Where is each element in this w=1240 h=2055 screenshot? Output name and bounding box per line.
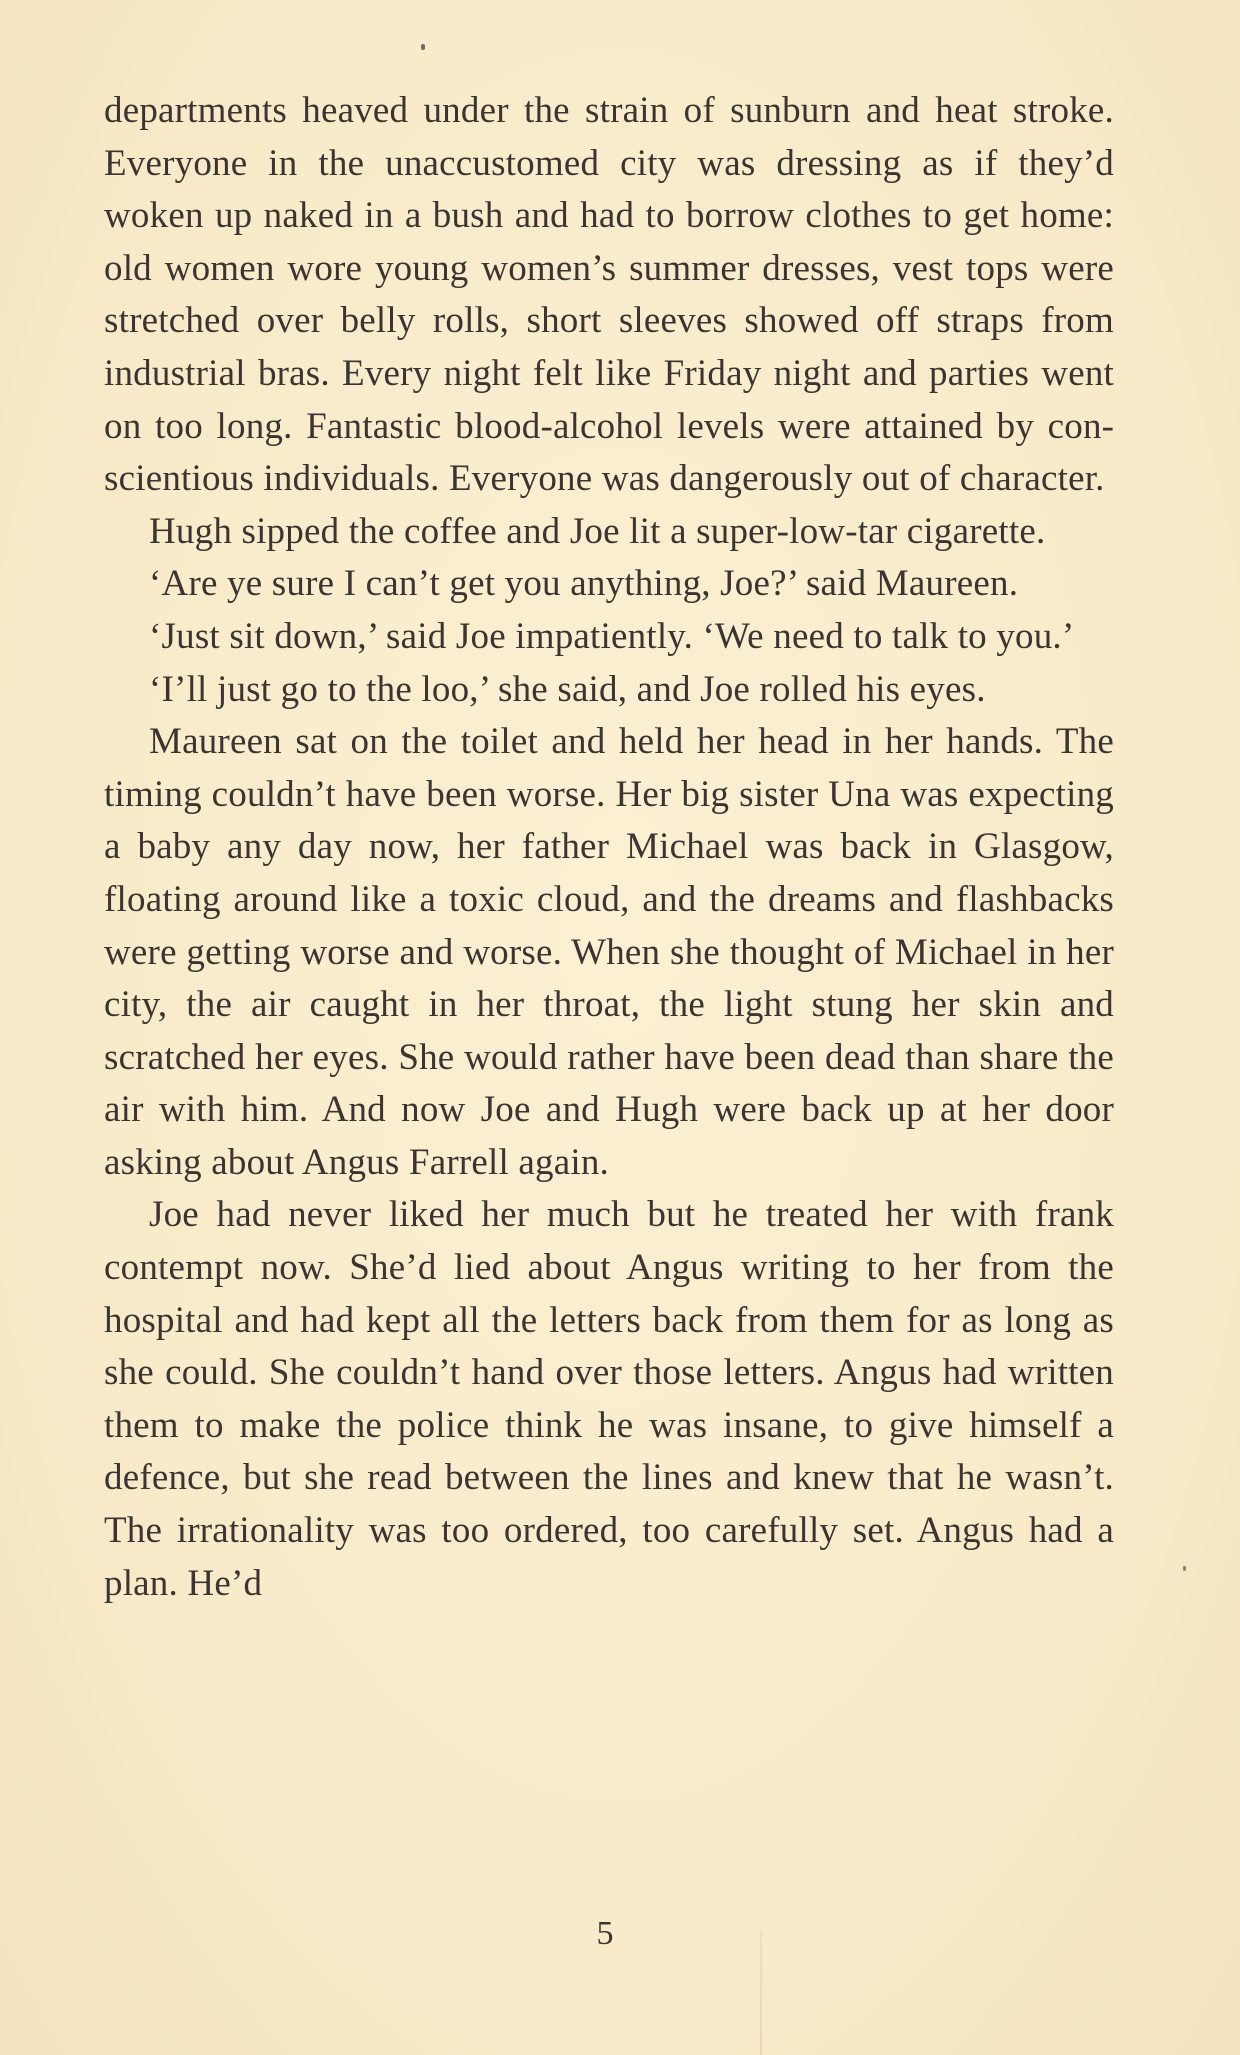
- paragraph: Hugh sipped the coffee and Joe lit a super-low-tar cigarette.: [149, 510, 1046, 552]
- paragraph: ‘Just sit down,’ said Joe impatiently. ‘We need to talk to you.’: [149, 615, 1075, 657]
- paragraph: Joe had never liked her much but he treated her with frank contempt now. She’d lied about Angus writing to her from the hospital and had kept all the letters back from them for as long as she could. She couldn’t hand over those letters. Angus had written them to make the police think he was insane, to give himself a defence, but she read between the lines and knew that he wasn’t. The irrationality was too ordered, too carefully set. Angus had a plan. He’d: [104, 1194, 1114, 1604]
- paper-speck: [421, 44, 425, 50]
- body-text: [104, 85, 1114, 1610]
- paragraph: departments heaved under the strain of sunburn and heat stroke. Everyone in the unaccustomed city was dressing as if they’d woken up naked in a bush and had to borrow clothes to get home: old women wore young women’s summer dresses, vest tops were stretched over belly rolls, short sleeves showed off straps from industrial bras. Every night felt like Friday night and parties went on too long. Fantastic blood-alcohol levels were attained by conscientious individuals. Everyone was dangerously out of character.: [104, 90, 1114, 500]
- paragraph: ‘Are ye sure I can’t get you anything, Joe?’ said Maureen.: [149, 563, 1019, 605]
- page-number: 5: [596, 1915, 614, 1952]
- paper-speck: [1183, 1566, 1186, 1571]
- paragraph: Maureen sat on the toilet and held her head in her hands. The timing couldn’t have been worse. Her big sister Una was expecting a baby any day now, her father Michael was back in Glasgow, floating around like a toxic cloud, and the dreams and flashbacks were getting worse and worse. When she thought of Michael in her city, the air caught in her throat, the light stung her skin and scratched her eyes. She would rather have been dead than share the air with him. And now Joe and Hugh were back up at her door asking about Angus Farrell again.: [104, 721, 1114, 1183]
- paragraph: ‘I’ll just go to the loo,’ she said, and Joe rolled his eyes.: [149, 668, 986, 710]
